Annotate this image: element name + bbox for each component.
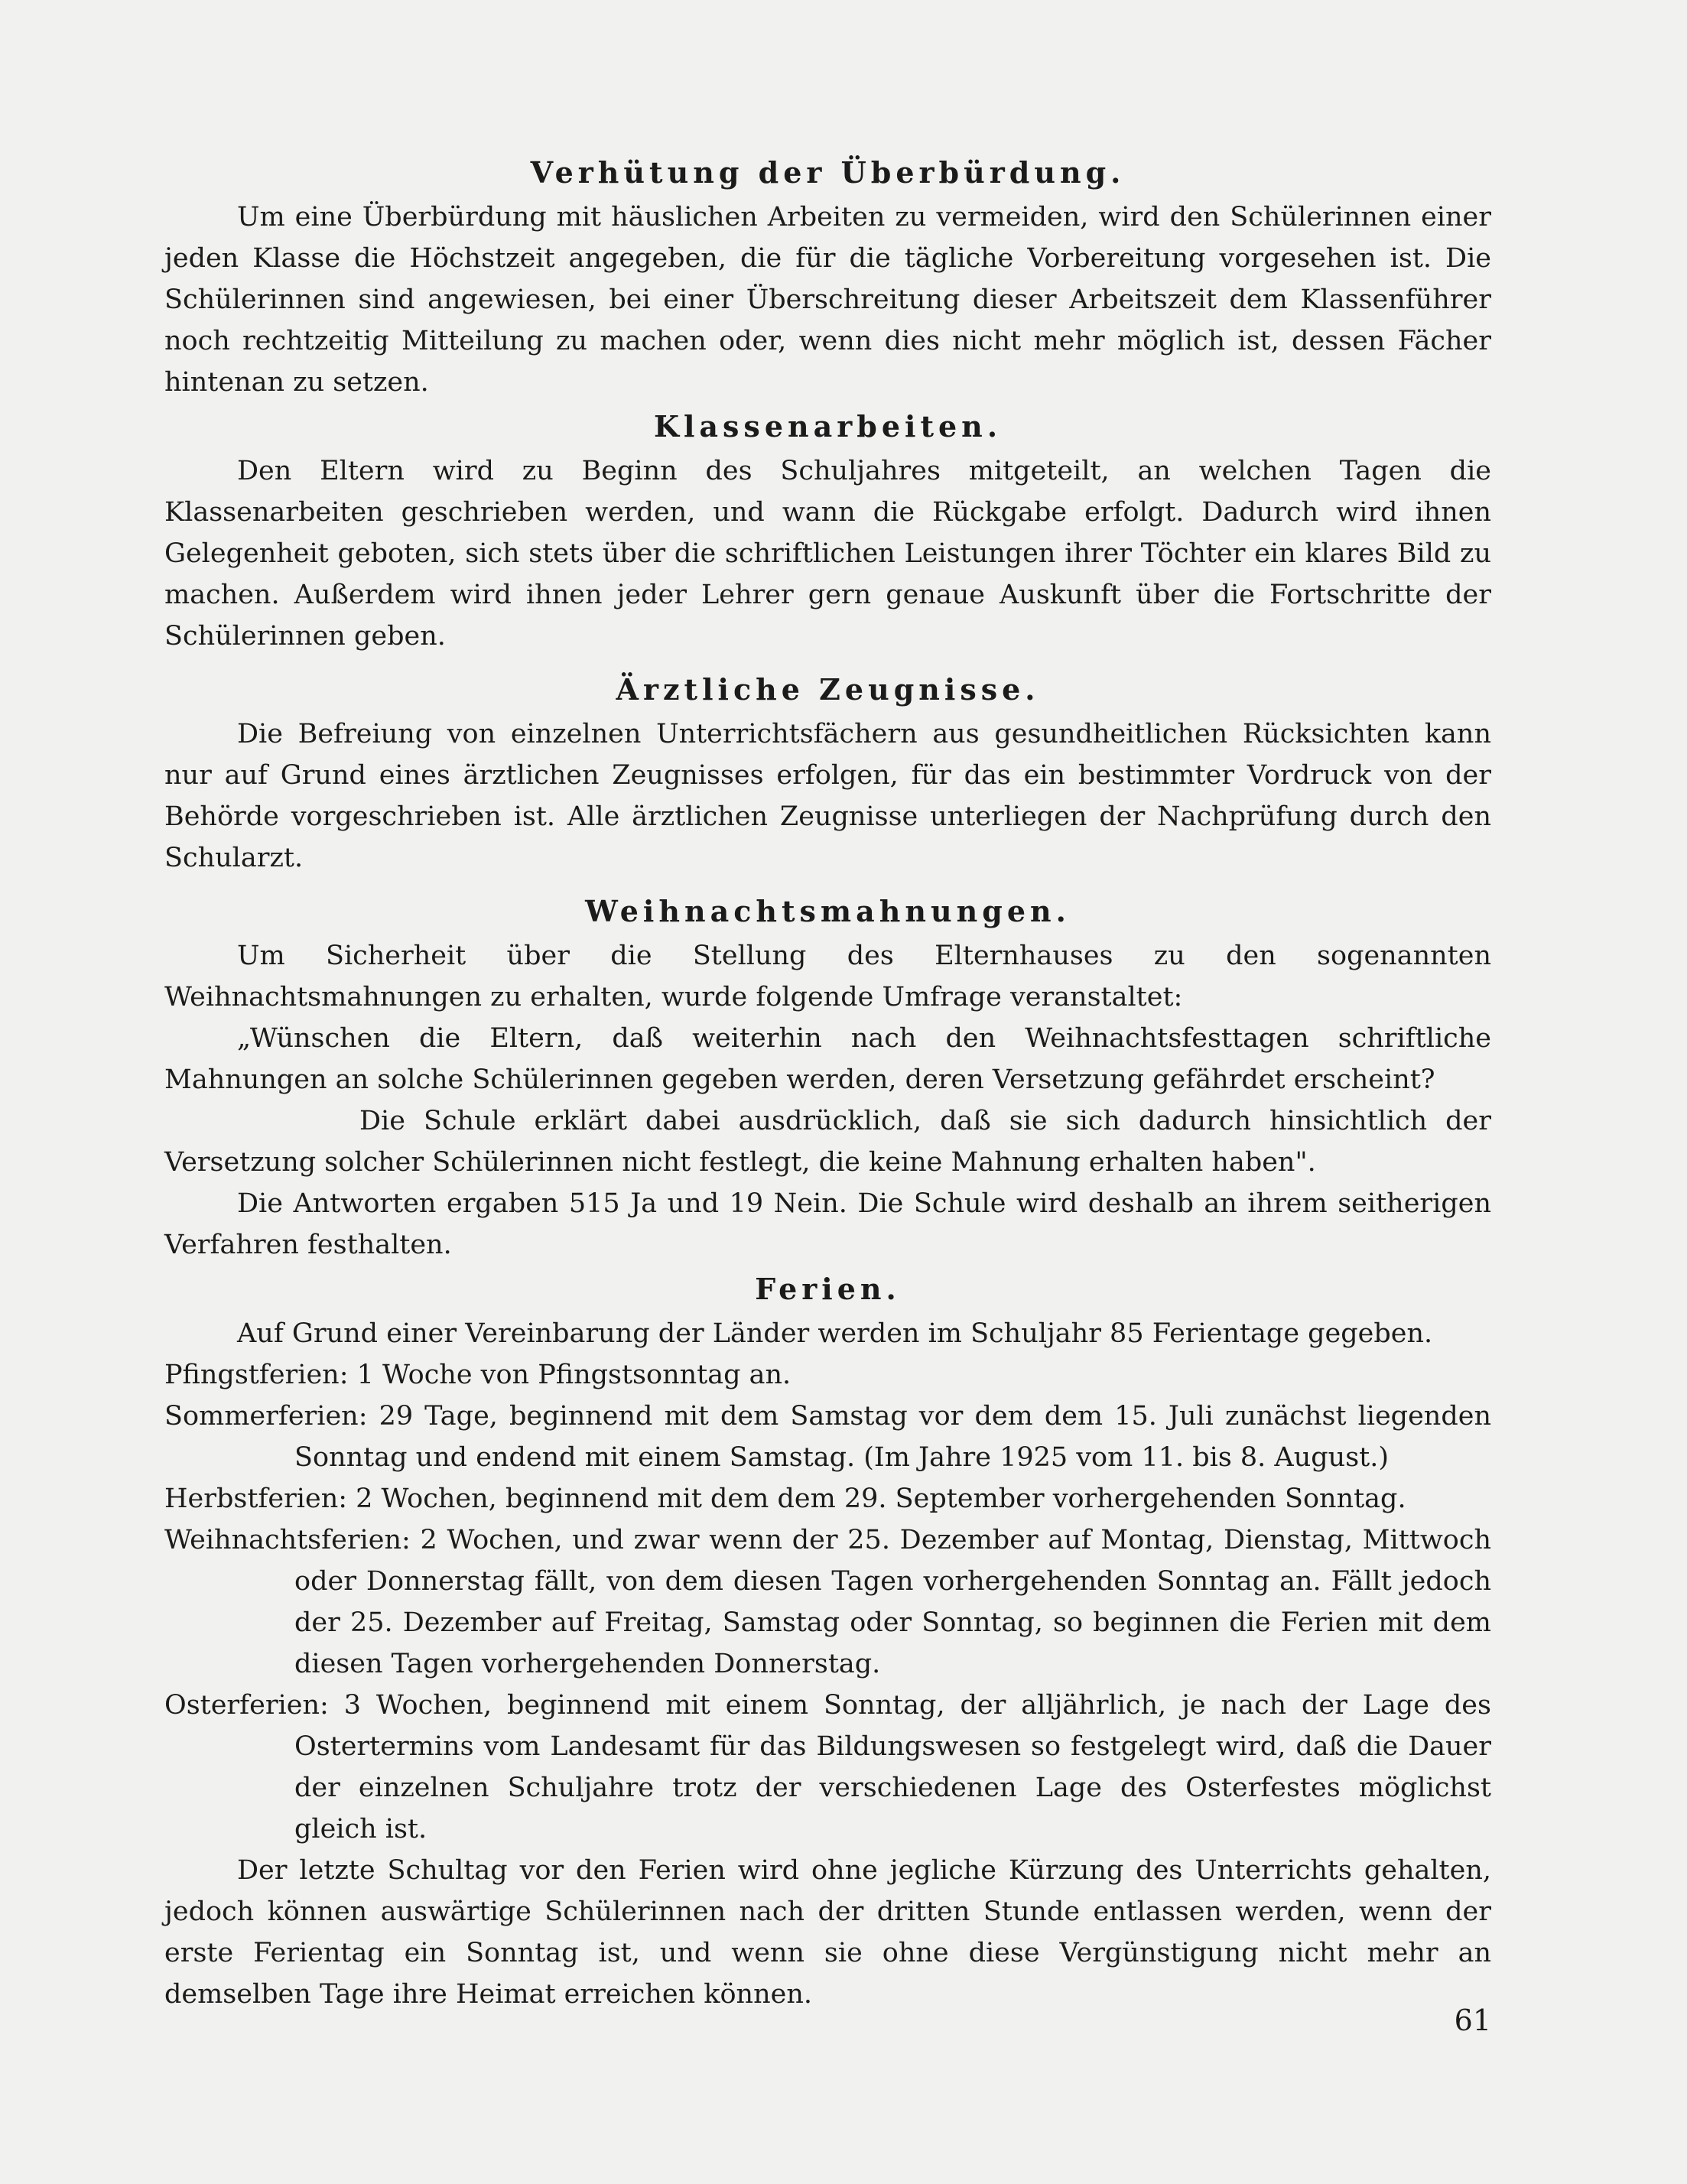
schedule-pfingstferien: Pfingstferien: 1 Woche von Pfingstsonntag an. <box>164 1360 791 1390</box>
schedule-sommerferien: Sommerferien: 29 Tage, beginnend mit dem Samstag vor dem dem 15. Juli zunächst liegenden Sonntag und endend mit einem Samstag. (Im Jahre 1925 vom 11. bis 8. August.) <box>164 1401 1491 1473</box>
paragraph-ueberbuerdung: Um eine Überbürdung mit häuslichen Arbeiten zu vermeiden, wird den Schülerinnen einer jeden Klasse die Höchstzeit angegeben, die für die tägliche Vorbereitung vorgesehen ist. Die Schülerinnen sind angewiesen, bei einer Überschreitung dieser Arbeitszeit dem Klassenführer noch rechtzeitig Mitteilung zu machen oder, wenn dies nicht mehr möglich ist, dessen Fächer hintenan zu setzen. <box>164 202 1491 398</box>
paragraph-antworten: Die Antworten ergaben 515 Ja und 19 Nein. Die Schule wird deshalb an ihrem seitherigen Verfahren festhalten. <box>164 1188 1491 1260</box>
text-block <box>164 149 1491 2015</box>
quote-continuation: Die Schule erklärt dabei ausdrücklich, daß sie sich dadurch hinsichtlich der Versetzung solcher Schülerinnen nicht festlegt, die keine Mahnung erhalten haben". <box>164 1106 1491 1178</box>
heading-zeugnisse: Ärztliche Zeugnisse. <box>616 672 1040 707</box>
heading-ferien: Ferien. <box>755 1272 901 1306</box>
paragraph-ferien-intro: Auf Grund einer Vereinbarung der Länder werden im Schuljahr 85 Ferientage gegeben. <box>237 1318 1433 1349</box>
heading-weihnachtsmahnungen: Weihnachtsmahnungen. <box>585 894 1071 928</box>
schedule-osterferien: Osterferien: 3 Wochen, beginnend mit einem Sonntag, der alljährlich, je nach der Lage des Ostertermins vom Landesamt für das Bildungswesen so festgelegt wird, daß die Dauer der einzelnen Schuljahre trotz der verschiedenen Lage des Osterfestes möglichst gleich ist. <box>164 1690 1491 1844</box>
quote-umfrage: „Wünschen die Eltern, daß weiterhin nach den Weihnachtsfesttagen schriftliche Mahnungen an solche Schülerinnen gegeben werden, deren Versetzung gefährdet erscheint? <box>164 1023 1491 1095</box>
paragraph-klassenarbeiten: Den Eltern wird zu Beginn des Schuljahres mitgeteilt, an welchen Tagen die Klassenarbeiten geschrieben werden, und wann die Rückgabe erfolgt. Dadurch wird ihnen Gelegenheit geboten, sich stets über die schriftlichen Leistungen ihrer Töchter ein klares Bild zu machen. Außerdem wird ihnen jeder Lehrer gern genaue Auskunft über die Fortschritte der Schülerinnen geben. <box>164 456 1491 652</box>
page-number: 61 <box>1454 2004 1491 2037</box>
paragraph-weihnachtsmahnungen: Um Sicherheit über die Stellung des Elternhauses zu den sogenannten Weihnachtsmahnungen zu erhalten, wurde folgende Umfrage veranstaltet: <box>164 941 1491 1012</box>
heading-klassenarbeiten: Klassenarbeiten. <box>653 409 1003 444</box>
paragraph-ferien-closing: Der letzte Schultag vor den Ferien wird ohne jegliche Kürzung des Unterrichts gehalten, jedoch können auswärtige Schülerinnen nach der dritten Stunde entlassen werden, wenn der erste Ferientag ein Sonntag ist, und wenn sie ohne diese Vergünstigung nicht mehr an demselben Tage ihre Heimat erreichen können. <box>164 1855 1491 2010</box>
paragraph-zeugnisse: Die Befreiung von einzelnen Unterrichtsfächern aus gesundheitlichen Rücksichten kann nur auf Grund eines ärztlichen Zeugnisses erfolgen, für das ein bestimmter Vordruck von der Behörde vorgeschrieben ist. Alle ärztlichen Zeugnisse unterliegen der Nachprüfung durch den Schularzt. <box>164 719 1491 873</box>
heading-ueberbuerdung: Verhütung der Überbürdung. <box>530 155 1126 190</box>
schedule-herbstferien: Herbstferien: 2 Wochen, beginnend mit dem dem 29. September vorhergehenden Sonntag. <box>164 1484 1406 1514</box>
schedule-weihnachtsferien: Weihnachtsferien: 2 Wochen, und zwar wenn der 25. Dezember auf Montag, Dienstag, Mittwoch oder Donnerstag fällt, von dem diesen Tagen vorhergehenden Sonntag an. Fällt jedoch der 25. Dezember auf Freitag, Samstag oder Sonntag, so beginnen die Ferien mit dem diesen Tagen vorhergehenden Donnerstag. <box>164 1525 1491 1679</box>
